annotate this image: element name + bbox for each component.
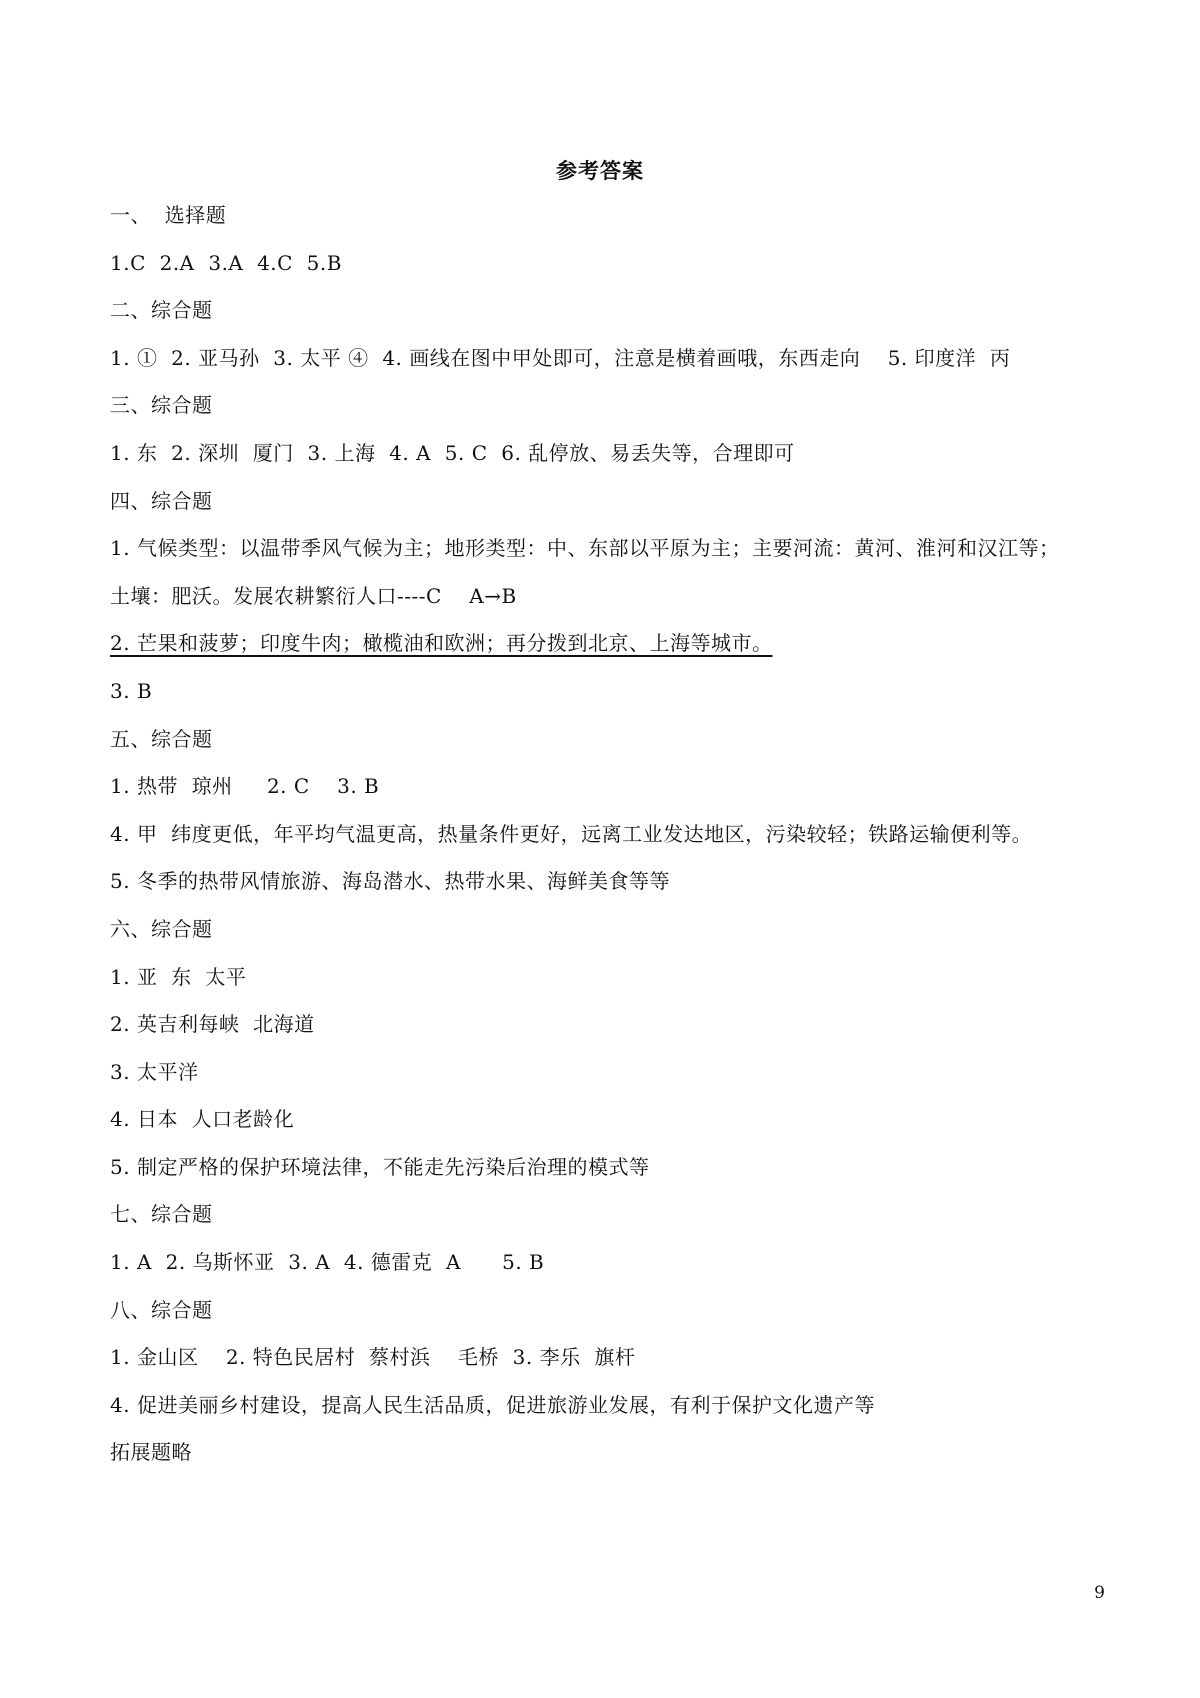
section-heading-2: 二、综合题 xyxy=(110,298,213,323)
answer-line: 3. B xyxy=(110,678,153,703)
section-heading-3: 三、综合题 xyxy=(110,393,213,418)
section-heading-1: 一、 选择题 xyxy=(110,203,227,227)
answer-line: 4. 甲 纬度更低，年平均气温更高，热量条件更好，远离工业发达地区，污染较轻；铁路运输便利等。 xyxy=(110,821,1033,846)
answer-line: 5. 制定严格的保护环境法律，不能走先污染后治理的模式等 xyxy=(110,1154,650,1179)
answer-line: 1. ① 2. 亚马孙 3. 太平 ④ 4. 画线在图中甲处即可，注意是横着画哦，东西走向 5. 印度洋 丙 xyxy=(110,345,1011,370)
answer-line: 4. 促进美丽乡村建设，提高人民生活品质，促进旅游业发展，有利于保护文化遗产等 xyxy=(110,1392,875,1417)
section-heading-5: 五、综合题 xyxy=(110,726,213,751)
section-heading-4: 四、综合题 xyxy=(110,488,213,513)
page-number: 9 xyxy=(1094,1583,1105,1603)
answer-line: 5. 冬季的热带风情旅游、海岛潜水、热带水果、海鲜美食等等 xyxy=(110,869,670,894)
answer-line: 1. 金山区 2. 特色民居村 蔡村浜 毛桥 3. 李乐 旗杆 xyxy=(110,1345,636,1370)
answer-line: 1. A 2. 乌斯怀亚 3. A 4. 德雷克 A 5. B xyxy=(110,1250,545,1275)
answer-line: 1.C 2.A 3.A 4.C 5.B xyxy=(110,250,342,275)
answer-line: 1. 亚 东 太平 xyxy=(110,964,247,989)
answer-content xyxy=(110,200,1110,1485)
answer-line: 1. 热带 琼州 2. C 3. B xyxy=(110,774,380,799)
section-heading-8: 八、综合题 xyxy=(110,1297,213,1322)
answer-line: 3. 太平洋 xyxy=(110,1059,199,1084)
answer-line: 1. 东 2. 深圳 厦门 3. 上海 4. A 5. C 6. 乱停放、易丢失等，合理即可 xyxy=(110,440,795,465)
answer-line: 4. 日本 人口老龄化 xyxy=(110,1107,295,1132)
section-heading-6: 六、综合题 xyxy=(110,916,213,941)
answer-line: 1. 气候类型：以温带季风气候为主；地形类型：中、东部以平原为主；主要河流：黄河、淮河和汉江等； xyxy=(110,536,1060,561)
section-heading-7: 七、综合题 xyxy=(110,1202,213,1227)
page-title: 参考答案 xyxy=(556,158,644,183)
answer-line: 2. 英吉利每峡 北海道 xyxy=(110,1012,315,1037)
answer-line: 土壤：肥沃。发展农耕繁衍人口----C A→B xyxy=(110,583,517,608)
extension-note: 拓展题略 xyxy=(110,1440,192,1465)
underlined-answer-line: 2. 芒果和菠萝；印度牛肉；橄榄油和欧洲；再分拨到北京、上海等城市。 xyxy=(110,631,773,656)
